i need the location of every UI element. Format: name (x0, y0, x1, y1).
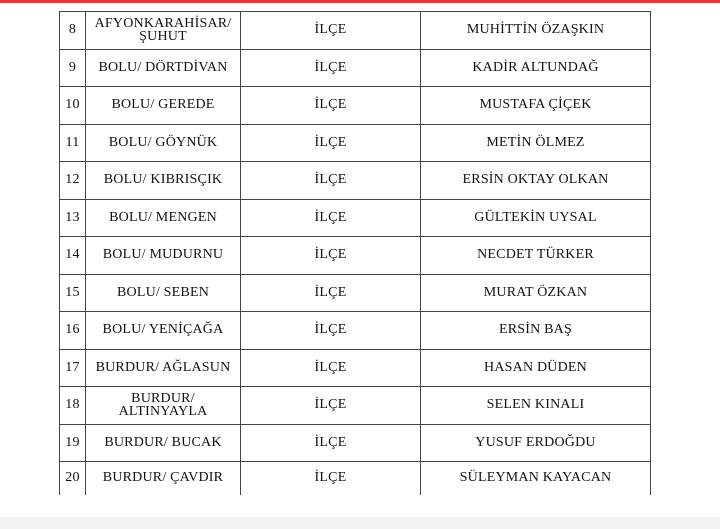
type-cell: İLÇE (241, 462, 421, 495)
type-cell: İLÇE (241, 274, 421, 312)
page-bottom-edge (0, 517, 720, 529)
name-cell: YUSUF ERDOĞDU (421, 424, 651, 462)
district-line-2: ŞUHUT (139, 29, 187, 45)
row-number: 10 (60, 87, 86, 125)
name-cell: GÜLTEKİN UYSAL (421, 199, 651, 237)
table-row (60, 162, 651, 200)
row-number: 16 (60, 312, 86, 350)
type-cell: İLÇE (241, 12, 421, 50)
district-cell: BOLU/ SEBEN (86, 274, 241, 312)
table-row (60, 124, 651, 162)
row-number: 12 (60, 162, 86, 200)
district-line-1: AFYONKARAHİSAR/ (94, 16, 232, 32)
name-cell: MUSTAFA ÇİÇEK (421, 87, 651, 125)
table-row (60, 49, 651, 87)
district-cell: BOLU/ DÖRTDİVAN (86, 49, 241, 87)
district-cell: BOLU/ MENGEN (86, 199, 241, 237)
type-cell: İLÇE (241, 424, 421, 462)
district-cell: BURDUR/ BUCAK (86, 424, 241, 462)
district-cell: BOLU/ GEREDE (86, 87, 241, 125)
name-cell: SELEN KINALI (421, 387, 651, 425)
row-number: 15 (60, 274, 86, 312)
type-cell: İLÇE (241, 49, 421, 87)
name-cell: NECDET TÜRKER (421, 237, 651, 275)
table-row (60, 387, 651, 425)
table-row (60, 424, 651, 462)
table-row (60, 312, 651, 350)
row-number: 19 (60, 424, 86, 462)
row-number: 13 (60, 199, 86, 237)
row-number: 17 (60, 349, 86, 387)
row-number: 11 (60, 124, 86, 162)
type-cell: İLÇE (241, 199, 421, 237)
table-row (60, 274, 651, 312)
name-cell: MURAT ÖZKAN (421, 274, 651, 312)
name-cell: ERSİN BAŞ (421, 312, 651, 350)
table-row (60, 199, 651, 237)
row-number: 18 (60, 387, 86, 425)
name-cell: MUHİTTİN ÖZAŞKIN (421, 12, 651, 50)
type-cell: İLÇE (241, 349, 421, 387)
type-cell: İLÇE (241, 237, 421, 275)
type-cell: İLÇE (241, 124, 421, 162)
row-number: 14 (60, 237, 86, 275)
table-row (60, 237, 651, 275)
district-cell: BOLU/ GÖYNÜK (86, 124, 241, 162)
row-number: 20 (60, 462, 86, 495)
type-cell: İLÇE (241, 312, 421, 350)
district-line-1: BURDUR/ (131, 391, 195, 407)
candidate-table (59, 11, 651, 495)
district-cell: BURDUR/ AĞLASUN (86, 349, 241, 387)
table-row (60, 87, 651, 125)
type-cell: İLÇE (241, 387, 421, 425)
name-cell: KADİR ALTUNDAĞ (421, 49, 651, 87)
type-cell: İLÇE (241, 87, 421, 125)
row-number: 9 (60, 49, 86, 87)
row-number: 8 (60, 12, 86, 50)
district-cell (86, 387, 241, 425)
type-cell: İLÇE (241, 162, 421, 200)
district-cell (86, 12, 241, 50)
district-cell: BOLU/ MUDURNU (86, 237, 241, 275)
district-cell: BOLU/ YENİÇAĞA (86, 312, 241, 350)
district-line-2: ALTINYAYLA (118, 404, 208, 420)
district-cell: BOLU/ KIBRISÇIK (86, 162, 241, 200)
name-cell: SÜLEYMAN KAYACAN (421, 462, 651, 495)
table-row (60, 462, 651, 495)
name-cell: METİN ÖLMEZ (421, 124, 651, 162)
district-cell: BURDUR/ ÇAVDIR (86, 462, 241, 495)
table-row (60, 12, 651, 50)
name-cell: ERSİN OKTAY OLKAN (421, 162, 651, 200)
name-cell: HASAN DÜDEN (421, 349, 651, 387)
table-row (60, 349, 651, 387)
